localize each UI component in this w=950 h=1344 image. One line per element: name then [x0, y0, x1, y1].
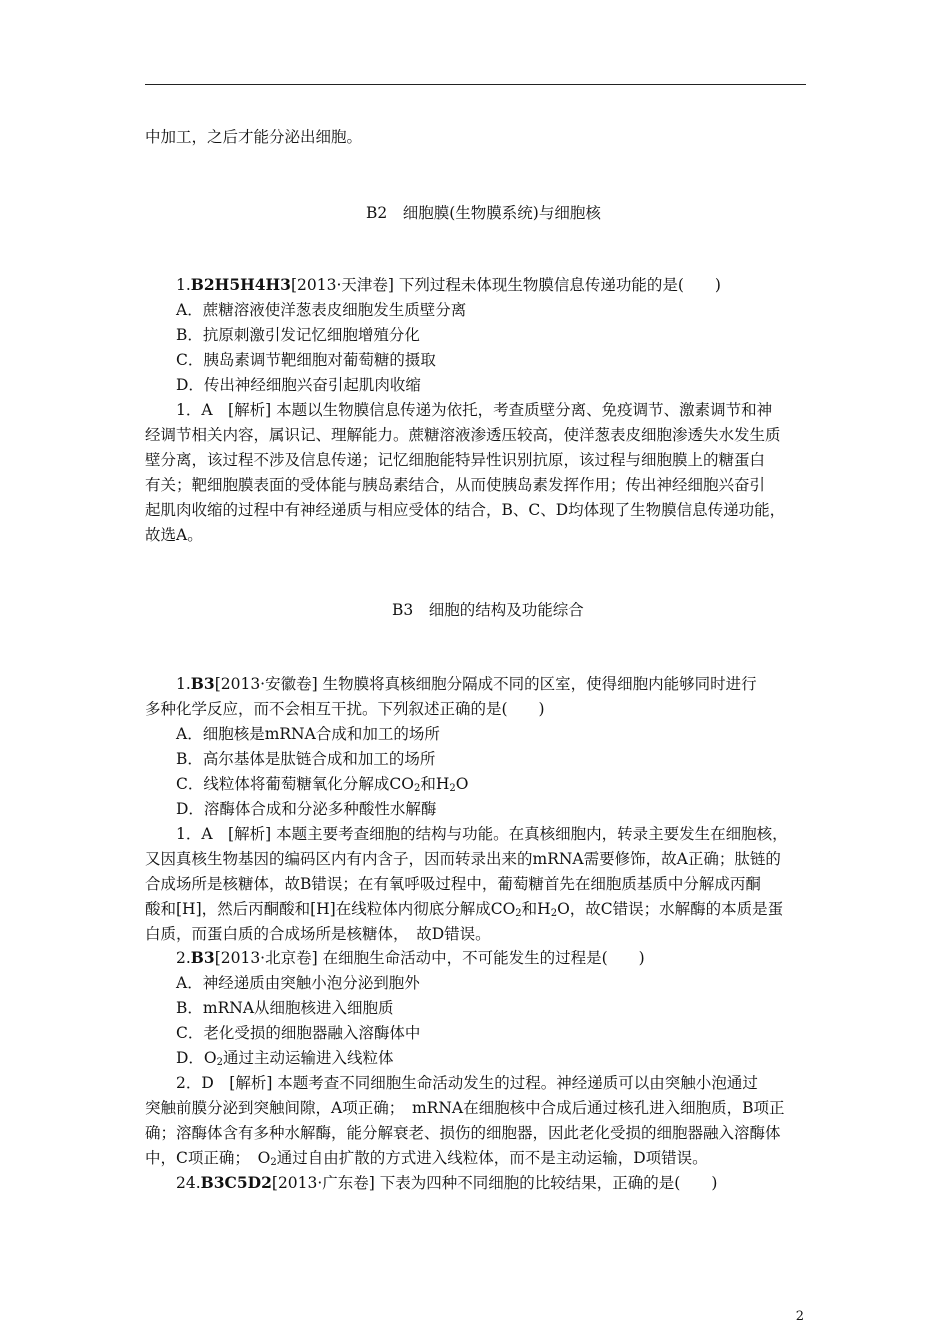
option-c: C．胰岛素调节靶细胞对葡萄糖的摄取	[176, 351, 436, 369]
question-b3-1-stem	[176, 672, 757, 696]
question-b3-24-stem	[176, 1171, 717, 1195]
analysis-line: 壁分离，该过程不涉及信息传递；记忆细胞能特异性识别抗原，该过程与细胞膜上的糖蛋白	[145, 451, 766, 469]
analysis-line: 合成场所是核糖体，故B错误；在有氧呼吸过程中，葡萄糖首先在细胞质基质中分解成丙酮	[145, 875, 761, 893]
option-b: B．高尔基体是肽链合成和加工的场所	[176, 750, 436, 768]
section-title-b2: B2 细胞膜(生物膜系统)与细胞核	[366, 204, 601, 222]
question-b3-2-stem	[176, 946, 645, 970]
option-d: D．传出神经细胞兴奋引起肌肉收缩	[176, 376, 421, 394]
question-text: 下表为四种不同细胞的比较结果，正确的是( )	[374, 1174, 718, 1192]
question-text: 多种化学反应，而不会相互干扰。下列叙述正确的是( )	[145, 700, 545, 718]
question-text: 生物膜将真核细胞分隔成不同的区室，使得细胞内能够同时进行	[317, 675, 757, 693]
section-title-b3: B3 细胞的结构及功能综合	[392, 601, 584, 619]
question-code: B3	[190, 674, 215, 693]
question-number: 1.	[176, 276, 191, 294]
analysis-line: 1．A [解析] 本题以生物膜信息传递为依托，考查质壁分离、免疫调节、激素调节和神	[176, 401, 773, 419]
option-b: B．mRNA从细胞核进入细胞质	[176, 999, 394, 1017]
analysis-line: 经调节相关内容，属识记、理解能力。蔗糖溶液渗透压较高，使洋葱表皮细胞渗透失水发生质	[145, 426, 781, 444]
analysis-line: 2．D [解析] 本题考查不同细胞生命活动发生的过程。神经递质可以由突触小泡通过	[176, 1074, 758, 1092]
analysis-line: 有关；靶细胞膜表面的受体能与胰岛素结合，从而使胰岛素发挥作用；传出神经细胞兴奋引	[145, 476, 766, 494]
option-c: C．老化受损的细胞器融入溶酶体中	[176, 1024, 421, 1042]
question-number: 24.	[176, 1174, 201, 1192]
analysis-line: 又因真核生物基因的编码区内有内含子，因而转录出来的mRNA需要修饰，故A正确；肽链的	[145, 850, 781, 868]
question-text: 在细胞生命活动中，不可能发生的过程是( )	[317, 949, 645, 967]
option-a: A．神经递质由突触小泡分泌到胞外	[176, 974, 420, 992]
header-rule	[145, 84, 806, 85]
question-code: B3C5D2	[200, 1173, 272, 1192]
page-number: 2	[795, 1309, 804, 1324]
option-d: D．溶酶体合成和分泌多种酸性水解酶	[176, 800, 437, 818]
question-text: 下列过程未体现生物膜信息传递功能的是( )	[393, 276, 721, 294]
question-source: [2013·天津卷]	[290, 276, 394, 294]
question-source: [2013·广东卷]	[271, 1174, 375, 1192]
analysis-line: 白质，而蛋白质的合成场所是核糖体， 故D错误。	[145, 925, 491, 943]
analysis-line: 起肌肉收缩的过程中有神经递质与相应受体的结合，B、C、D均体现了生物膜信息传递功能，	[145, 501, 786, 519]
question-source: [2013·北京卷]	[214, 949, 318, 967]
continuation-text: 中加工，之后才能分泌出细胞。	[145, 128, 363, 146]
option-b: B．抗原刺激引发记忆细胞增殖分化	[176, 326, 420, 344]
option-a: A．蔗糖溶液使洋葱表皮细胞发生质壁分离	[176, 301, 467, 319]
option-d: D．$O_2$通过主动运输进入线粒体	[176, 1049, 394, 1068]
option-a: A．细胞核是mRNA合成和加工的场所	[176, 725, 440, 743]
analysis-line: 确；溶酶体含有多种水解酶，能分解衰老、损伤的细胞器，因此老化受损的细胞器融入溶酶体	[145, 1124, 781, 1142]
analysis-line: 酸和[H]，然后丙酮酸和[H]在线粒体内彻底分解成$CO_2$和$H_2O$，故C错误；水解酶的本质是蛋	[145, 900, 784, 919]
analysis-line: 中，C项正确； $O_2$通过自由扩散的方式进入线粒体，而不是主动运输，D项错误。	[145, 1149, 708, 1168]
analysis-line: 突触前膜分泌到突触间隙，A项正确； mRNA在细胞核中合成后通过核孔进入细胞质，B项正	[145, 1099, 785, 1117]
question-number: 1.	[176, 675, 191, 693]
question-code: B2H5H4H3	[190, 275, 291, 294]
question-b2-1-stem	[176, 273, 721, 297]
question-code: B3	[190, 948, 215, 967]
question-number: 2.	[176, 949, 191, 967]
analysis-line: 故选A。	[145, 526, 203, 544]
analysis-line: 1．A [解析] 本题主要考查细胞的结构与功能。在真核细胞内，转录主要发生在细胞核，	[176, 825, 788, 843]
question-source: [2013·安徽卷]	[214, 675, 318, 693]
option-c: C．线粒体将葡萄糖氧化分解成$CO_2$和$H_2O$	[176, 775, 469, 794]
